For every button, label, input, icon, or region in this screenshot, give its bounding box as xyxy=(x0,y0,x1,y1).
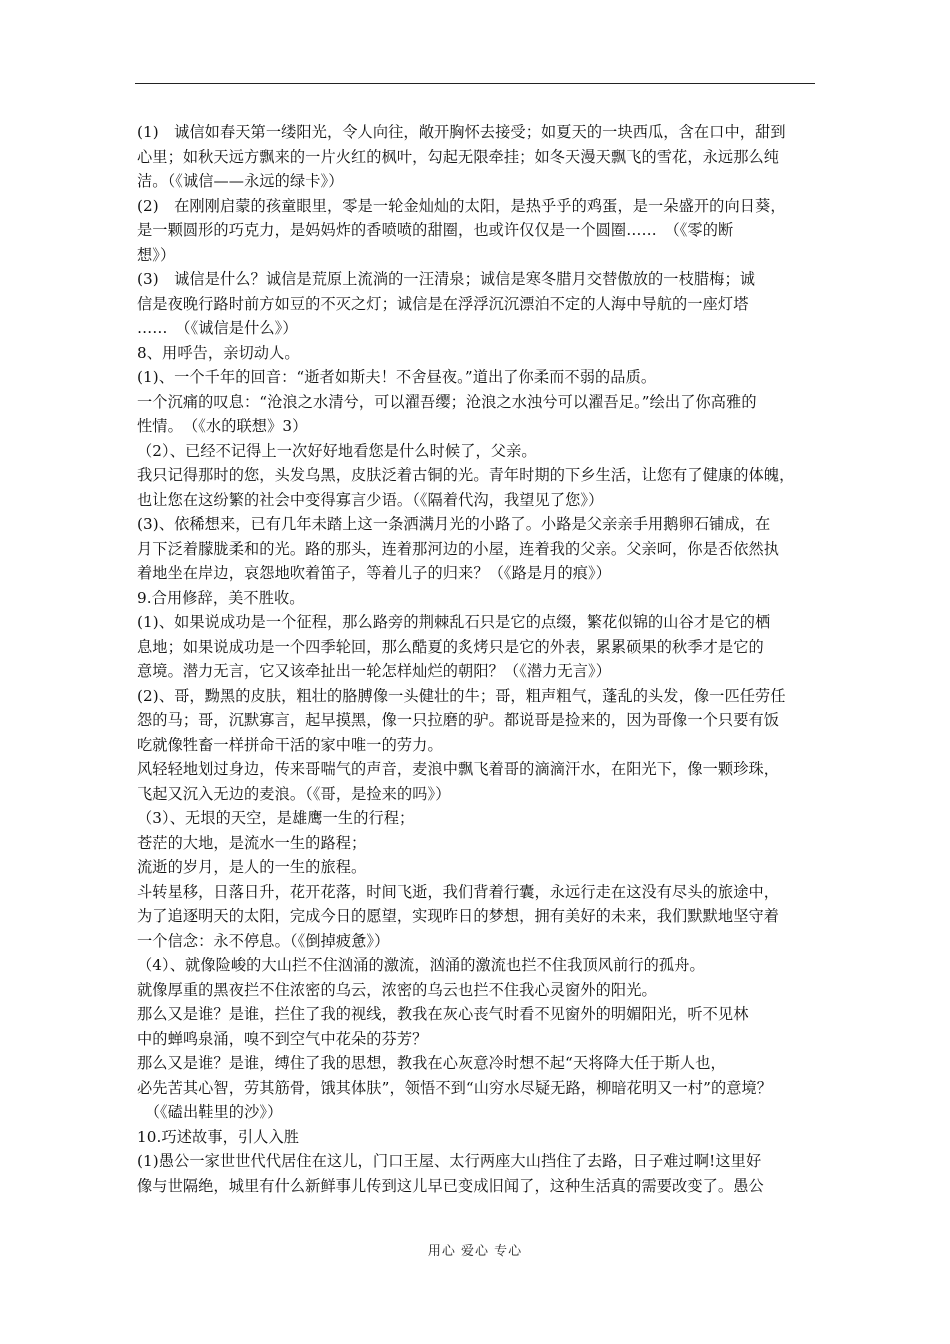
text-line: (1)、一个千年的回音：“逝者如斯夫！不舍昼夜。”道出了你柔而不弱的品质。 xyxy=(137,368,657,386)
text-line: 一个沉痛的叹息：“沧浪之水清兮，可以濯吾缨；沧浪之水浊兮可以濯吾足。”绘出了你高雅的 xyxy=(137,392,757,411)
text-line: 斗转星移，日落日升，花开花落，时间飞逝，我们背着行囊，永远行走在这没有尽头的旅途中， xyxy=(137,882,780,901)
text-line: 那么又是谁？是谁，缚住了我的思想，教我在心灰意冷时想不起“天将降大任于斯人也， xyxy=(137,1054,726,1072)
text-line: 想》） xyxy=(137,245,176,264)
text-line: 苍茫的大地，是流水一生的路程； xyxy=(137,833,367,852)
text-line: 怨的马；哥，沉默寡言，起早摸黑，像一只拉磨的驴。都说哥是捡来的，因为哥像一个只要有饭 xyxy=(137,711,780,729)
text-line: (2) 在刚刚启蒙的孩童眼里，零是一轮金灿灿的太阳，是热乎乎的鸡蛋，是一朵盛开的向日葵， xyxy=(137,196,786,215)
text-line: （3）、无垠的天空，是雄鹰一生的行程； xyxy=(137,809,415,827)
text-line: …… （《诚信是什么》） xyxy=(137,319,298,337)
text-line: 意境。潜力无言，它又该牵扯出一轮怎样灿烂的朝阳？（《潜力无言》） xyxy=(137,662,611,680)
text-line: 像与世隔绝，城里有什么新鲜事儿传到这儿早已变成旧闻了，这种生活真的需要改变了。愚公 xyxy=(137,1176,764,1195)
text-line: （2）、已经不记得上一次好好地看您是什么时候了，父亲。 xyxy=(137,441,537,460)
text-line: 流逝的岁月，是人的一生的旅程。 xyxy=(137,858,367,876)
text-line: 飞起又沉入无边的麦浪。（《哥，是捡来的吗》） xyxy=(137,784,451,803)
text-line: (1)、如果说成功是一个征程，那么路旁的荆棘乱石只是它的点缀，繁花似锦的山谷才是它的栖 xyxy=(137,613,771,631)
text-line: 一个信念：永不停息。（《倒掉疲惫》） xyxy=(137,931,390,950)
text-line: (1)愚公一家世世代代居住在这儿，门口王屋、太行两座大山挡住了去路，日子难过啊!这里好 xyxy=(137,1152,762,1170)
text-line: 吃就像牲畜一样拼命干活的家中唯一的劳力。 xyxy=(137,735,443,754)
text-line: （《磕出鞋里的沙》） xyxy=(137,1103,283,1121)
text-line: (3) 诚信是什么？诚信是荒原上流淌的一汪清泉；诚信是寒冬腊月交替傲放的一枝腊梅；诚 xyxy=(137,270,756,288)
header-rule xyxy=(135,83,815,84)
text-line: 10.巧述故事，引人入胜 xyxy=(137,1127,300,1146)
text-line: 我只记得那时的您，头发乌黑，皮肤泛着古铜的光。青年时期的下乡生活，让您有了健康的体魄， xyxy=(137,466,795,484)
text-line: 心里；如秋天远方飘来的一片火红的枫叶，勾起无限牵挂；如冬天漫天飘飞的雪花，永远那么纯 xyxy=(137,147,780,166)
text-line: （4）、就像险峻的大山拦不住汹涌的激流，汹涌的激流也拦不住我顶风前行的孤舟。 xyxy=(137,956,705,974)
text-line: 必先苦其心智，劳其筋骨，饿其体肤”，领悟不到“山穷水尽疑无路，柳暗花明又一村”的意境？ xyxy=(137,1078,773,1097)
text-line: 是一颗圆形的巧克力，是妈妈炸的香喷喷的甜圈，也或许仅仅是一个圆圈…… （《零的断 xyxy=(137,221,734,239)
page-footer: 用心 爱心 专心 xyxy=(427,1244,523,1259)
text-line: (1) 诚信如春天第一缕阳光，令人向往，敞开胸怀去接受；如夏天的一块西瓜，含在口中，甜到 xyxy=(137,123,786,141)
text-line: 中的蝉鸣泉涌，嗅不到空气中花朵的芬芳？ xyxy=(137,1029,428,1048)
text-line: 那么又是谁？是谁，拦住了我的视线，教我在灰心丧气时看不见窗外的明媚阳光，听不见林 xyxy=(137,1005,749,1023)
text-line: (2)、哥，黝黑的皮肤，粗壮的胳膊像一头健壮的牛；哥，粗声粗气，蓬乱的头发，像一匹任劳任 xyxy=(137,686,786,705)
text-line: 信是夜晚行路时前方如豆的不灭之灯；诚信是在浮浮沉沉漂泊不定的人海中导航的一座灯塔 xyxy=(137,294,749,313)
text-line: 就像厚重的黑夜拦不住浓密的乌云，浓密的乌云也拦不住我心灵窗外的阳光。 xyxy=(137,980,657,999)
text-line: 也让您在这纷繁的社会中变得寡言少语。（《隔着代沟，我望见了您》） xyxy=(137,490,604,509)
text-line: 8、用呼告，亲切动人。 xyxy=(137,343,300,362)
text-line: 着地坐在岸边，哀怨地吹着笛子，等着儿子的归来？（《路是月的痕》） xyxy=(137,564,611,582)
text-line: 为了追逐明天的太阳，完成今日的愿望，实现昨日的梦想，拥有美好的未来，我们默默地坚守着 xyxy=(137,907,780,925)
text-line: 洁。（《诚信——永远的绿卡》） xyxy=(137,172,344,190)
text-line: 息地；如果说成功是一个四季轮回，那么酷夏的炙烤只是它的外表，累累硕果的秋季才是它的 xyxy=(137,637,764,656)
text-line: (3)、依稀想来，已有几年未踏上这一条洒满月光的小路了。小路是父亲亲手用鹅卵石铺成，在 xyxy=(137,515,771,533)
text-line: 月下泛着朦胧柔和的光。路的那头，连着那河边的小屋，连着我的父亲。父亲呵，你是否依然执 xyxy=(137,539,780,558)
document-body xyxy=(137,120,817,1198)
text-line: 风轻轻地划过身边，传来哥喘气的声音，麦浪中飘飞着哥的滴滴汗水，在阳光下，像一颗珍珠， xyxy=(137,760,780,778)
text-line: 性情。 （《水的联想》3） xyxy=(137,417,308,435)
text-line: 9.合用修辞，美不胜收。 xyxy=(137,588,305,607)
